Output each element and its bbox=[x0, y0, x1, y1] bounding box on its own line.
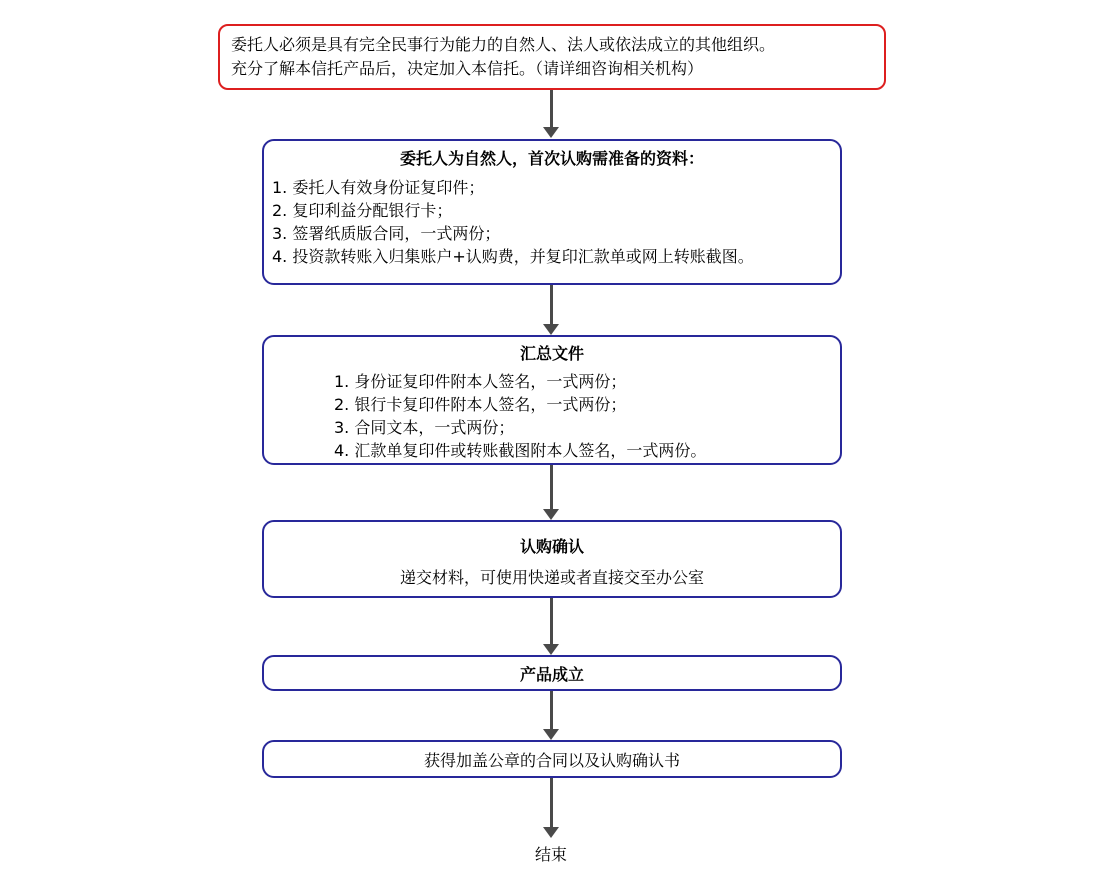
summary-title: 汇总文件 bbox=[519, 344, 584, 363]
summary-item-1: 1. 身份证复印件附本人签名，一式两份； bbox=[334, 372, 627, 391]
down-arrow-1 bbox=[543, 90, 559, 138]
down-arrow-6 bbox=[543, 778, 559, 838]
prepare-item-3: 3. 签署纸质版合同，一式两份； bbox=[272, 224, 501, 243]
step-subscription-confirmation bbox=[262, 520, 842, 598]
summary-list bbox=[334, 370, 840, 462]
prepare-item-1: 1. 委托人有效身份证复印件； bbox=[272, 178, 485, 197]
confirm-title: 认购确认 bbox=[519, 537, 584, 556]
summary-item-3: 3. 合同文本，一式两份； bbox=[334, 418, 515, 437]
down-arrow-4 bbox=[543, 598, 559, 655]
down-arrow-5 bbox=[543, 691, 559, 740]
step-product-established: 产品成立 bbox=[262, 655, 842, 691]
prepare-title: 委托人为自然人，首次认购需准备的资料： bbox=[399, 149, 704, 168]
eligibility-line-1: 委托人必须是具有完全民事行为能力的自然人、法人或依法成立的其他组织。 bbox=[231, 35, 776, 54]
eligibility-line-2: 充分了解本信托产品后，决定加入本信托。（请详细咨询相关机构） bbox=[231, 59, 704, 78]
summary-item-4: 4. 汇款单复印件或转账截图附本人签名，一式两份。 bbox=[334, 441, 707, 460]
prepare-list bbox=[272, 176, 834, 268]
down-arrow-2 bbox=[543, 285, 559, 335]
step-receive-stamped-contract: 获得加盖公章的合同以及认购确认书 bbox=[262, 740, 842, 778]
prepare-item-2: 2. 复印利益分配银行卡； bbox=[272, 201, 453, 220]
step-eligibility-note bbox=[218, 24, 886, 90]
summary-item-2: 2. 银行卡复印件附本人签名，一式两份； bbox=[334, 395, 627, 414]
down-arrow-3 bbox=[543, 465, 559, 520]
end-label: 结束 bbox=[534, 845, 567, 864]
confirm-subtitle: 递交材料，可使用快递或者直接交至办公室 bbox=[399, 568, 704, 587]
step-prepare-materials bbox=[262, 139, 842, 285]
step-summarize-documents bbox=[262, 335, 842, 465]
prepare-item-4: 4. 投资款转账入归集账户+认购费，并复印汇款单或网上转账截图。 bbox=[272, 247, 754, 266]
